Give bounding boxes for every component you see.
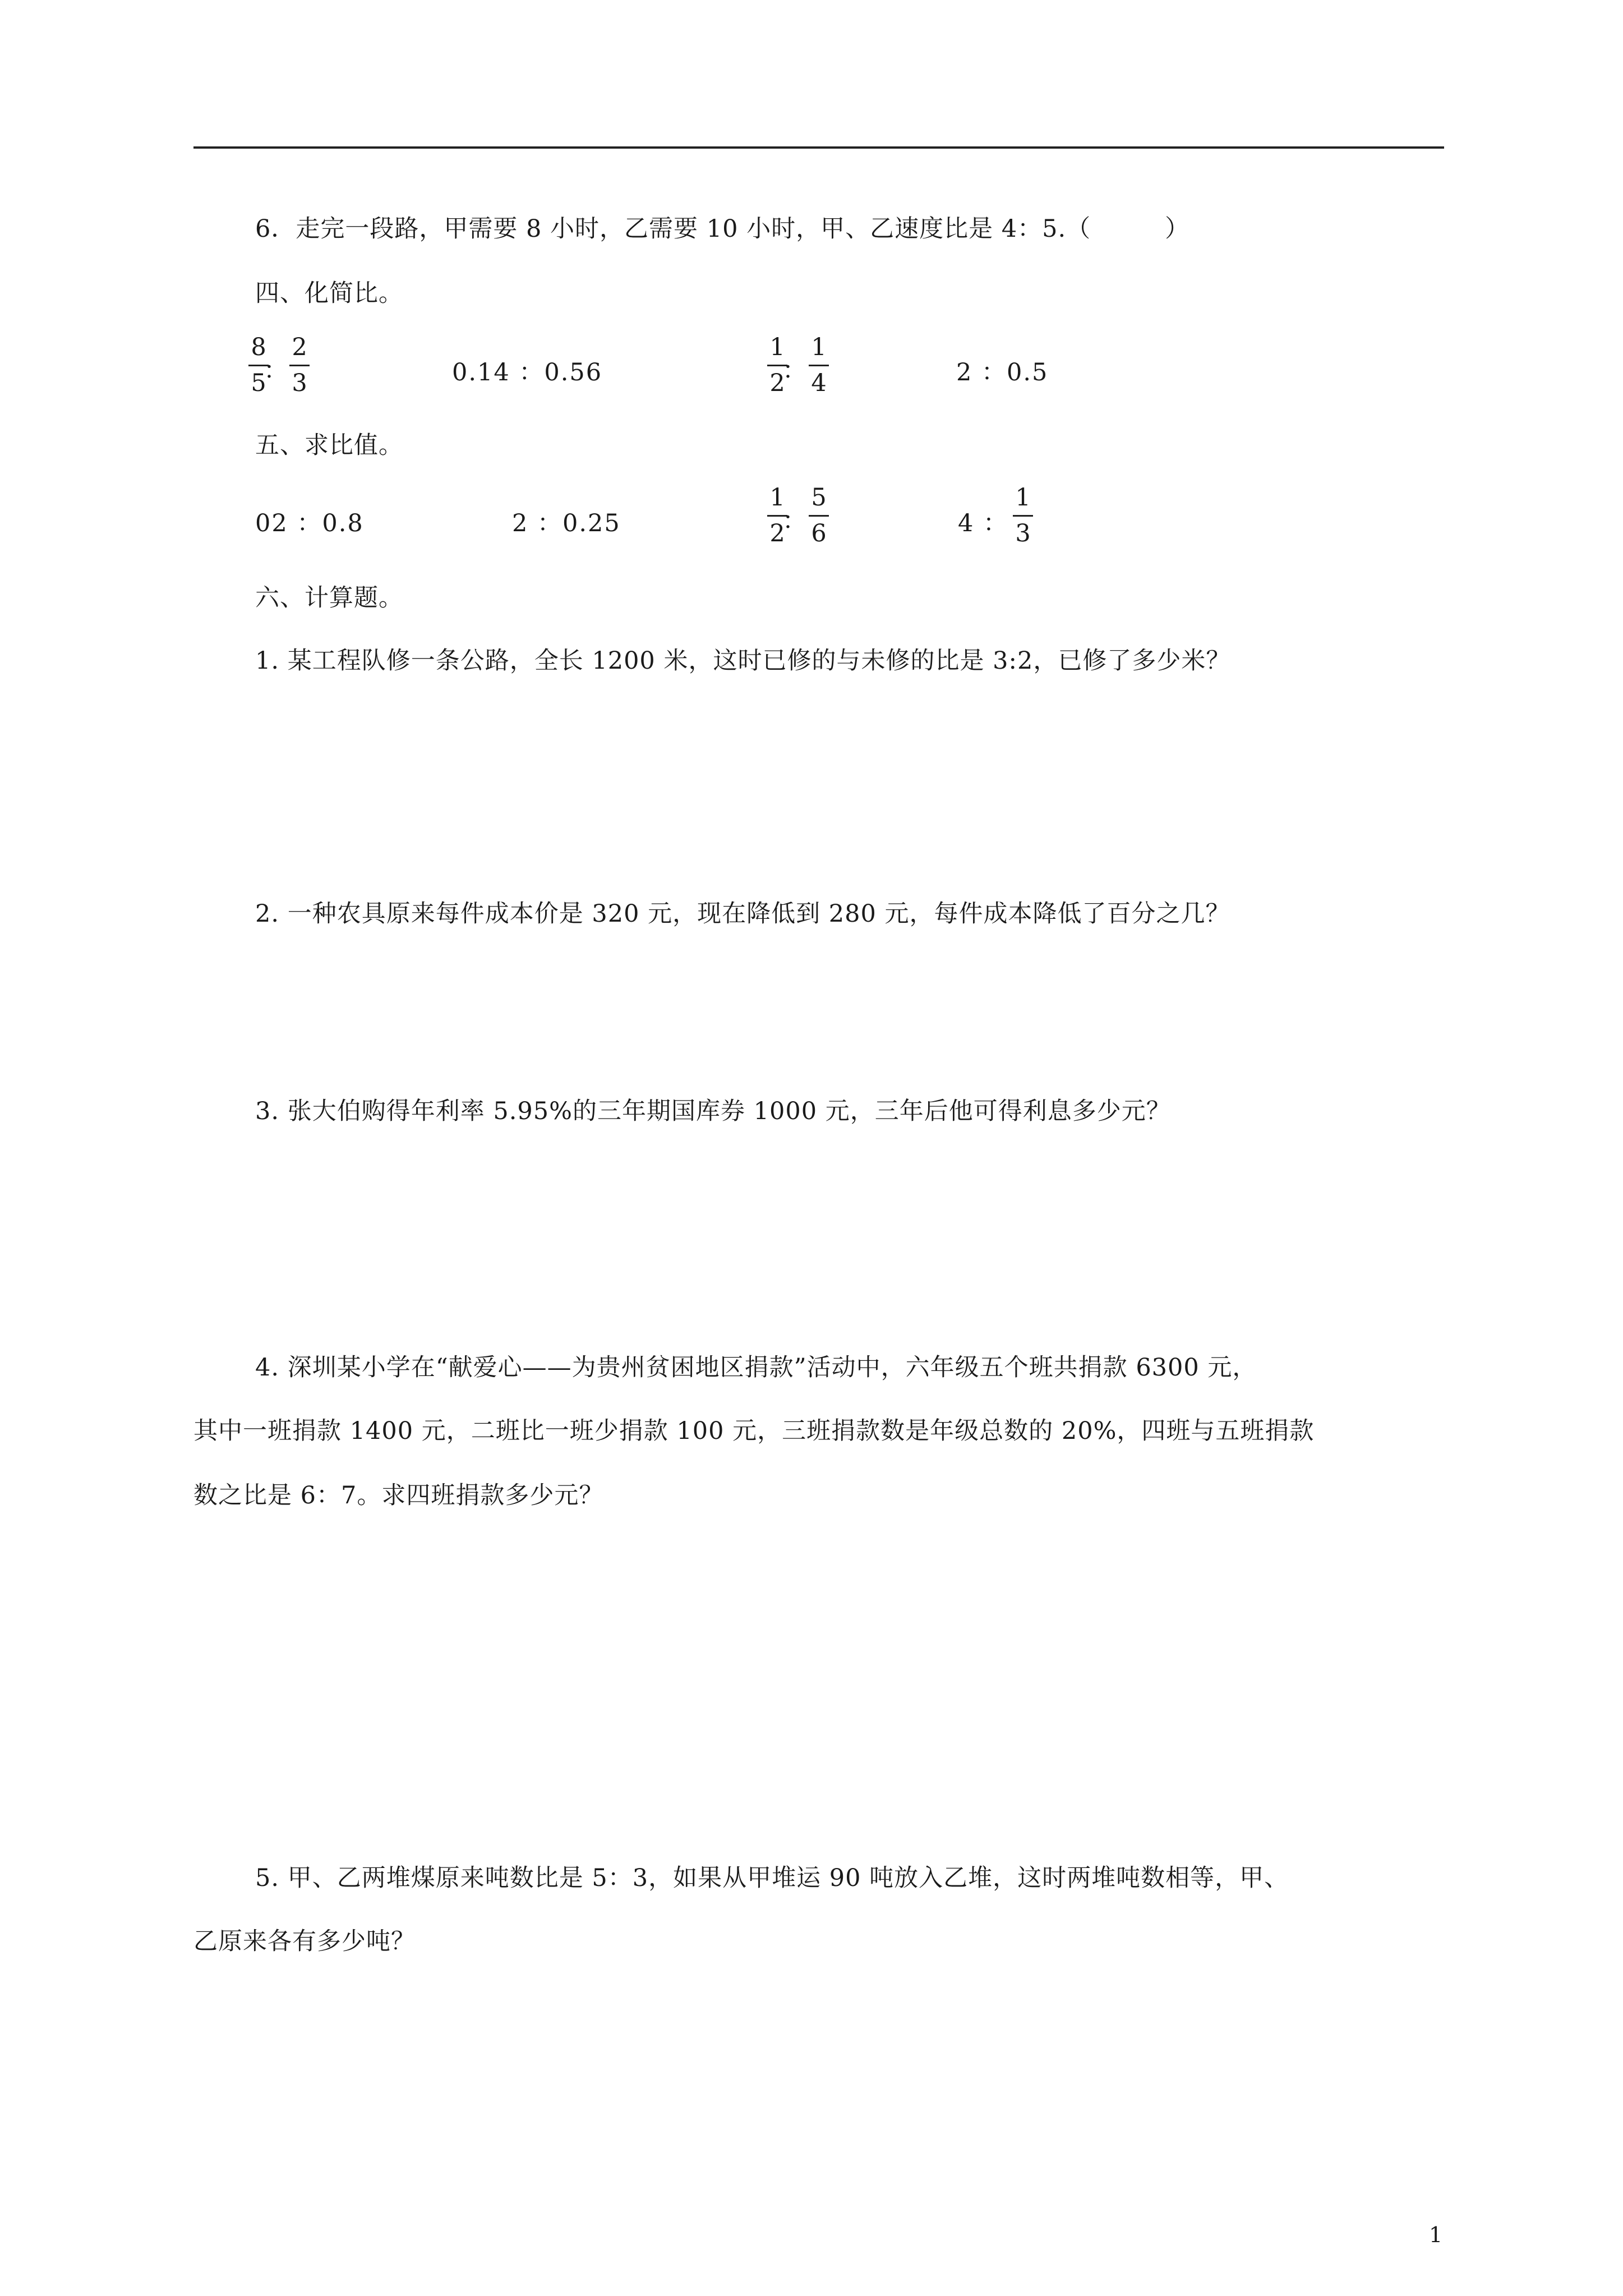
problem-4-line-1: 4. 深圳某小学在“献爱心——为贵州贫困地区捐款”活动中，六年级五个班共捐款 6300 元，	[255, 1354, 1257, 1382]
numerator: 1	[769, 333, 785, 361]
numerator: 1	[769, 484, 785, 512]
section-6-title: 六、计算题。	[255, 584, 403, 612]
section-5-title: 五、求比值。	[255, 431, 403, 459]
fraction-bar	[289, 365, 310, 366]
numerator: 1	[811, 333, 827, 361]
s4-item3-fraction-b	[808, 335, 830, 395]
denominator: 6	[811, 519, 827, 547]
s5-item4-fraction	[1012, 486, 1034, 546]
s5-item3-colon: ：	[782, 507, 806, 535]
numerator: 8	[251, 333, 266, 361]
s4-item1-colon: ：	[264, 357, 288, 385]
s5-item3-fraction-b	[808, 486, 830, 546]
question-6: 6．走完一段路，甲需要 8 小时，乙需要 10 小时，甲、乙速度比是 4：5.（ ）	[255, 215, 1190, 243]
header-rule	[193, 146, 1444, 149]
s4-item1-fraction-b	[288, 335, 311, 395]
s5-item1: 02 ：0.8	[255, 509, 364, 537]
problem-1: 1. 某工程队修一条公路，全长 1200 米，这时已修的与未修的比是 3:2，已修了多少米？	[255, 647, 1231, 675]
problem-3: 3. 张大伯购得年利率 5.95%的三年期国库券 1000 元，三年后他可得利息多少元？	[255, 1097, 1171, 1125]
s4-item3-colon: ：	[782, 357, 806, 385]
denominator: 5	[251, 369, 266, 397]
s5-item2: 2 ：0.25	[512, 509, 621, 537]
denominator: 4	[811, 369, 827, 397]
numerator: 1	[1015, 484, 1031, 512]
fraction-bar	[809, 515, 829, 517]
denominator: 2	[769, 519, 785, 547]
page-number: 1	[1429, 2223, 1443, 2247]
s4-item4: 2 ：0.5	[956, 358, 1049, 386]
fraction-bar	[809, 365, 829, 366]
problem-2: 2. 一种农具原来每件成本价是 320 元，现在降低到 280 元，每件成本降低了百分之几？	[255, 900, 1230, 928]
denominator: 2	[769, 369, 785, 397]
problem-4-line-3: 数之比是 6：7。求四班捐款多少元？	[193, 1481, 604, 1510]
denominator: 3	[292, 369, 307, 397]
denominator: 3	[1015, 519, 1031, 547]
problem-4-line-2: 其中一班捐款 1400 元，二班比一班少捐款 100 元，三班捐款数是年级总数的 20%，四班与五班捐款	[193, 1417, 1315, 1445]
s5-item4-left: 4 ：	[958, 509, 1009, 537]
fraction-bar	[1013, 515, 1033, 517]
section-4-title: 四、化简比。	[255, 279, 403, 307]
problem-5-line-1: 5. 甲、乙两堆煤原来吨数比是 5：3，如果从甲堆运 90 吨放入乙堆，这时两堆吨数相等，甲、	[255, 1864, 1289, 1892]
problem-5-line-2: 乙原来各有多少吨？	[193, 1927, 416, 1955]
s4-item2: 0.14 ：0.56	[452, 358, 603, 386]
numerator: 2	[292, 333, 307, 361]
numerator: 5	[811, 484, 827, 512]
